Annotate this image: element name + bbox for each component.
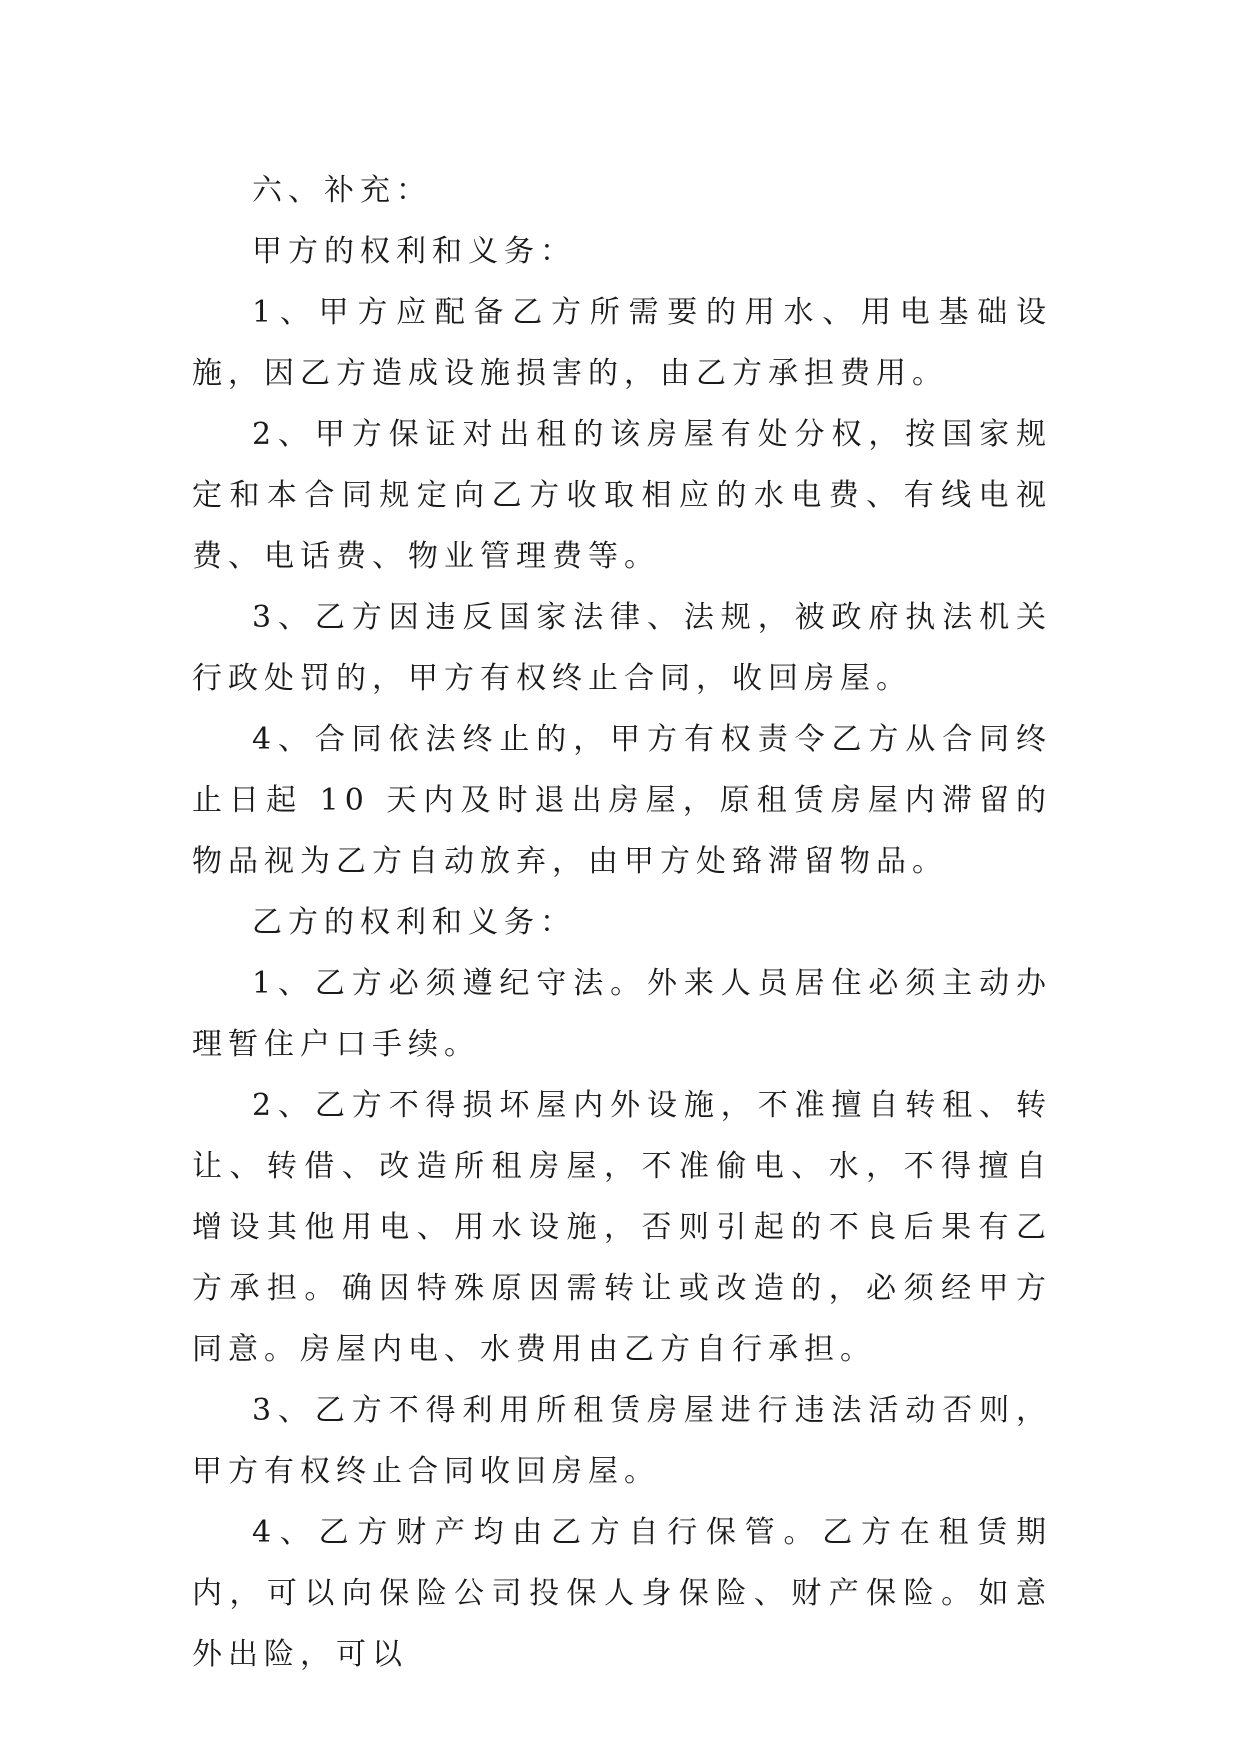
subsection-heading-party-b: 乙方的权利和义务： [252, 905, 576, 940]
clause-b-2: 2、乙方不得损坏屋内外设施，不准擅自转租、转让、转借、改造所租房屋，不准偷电、水，不得擅自增设其他用电、用水设施，否则引起的不良后果有乙方承担。确因特殊原因需转让或改造的，必须经甲方同意。房屋内电、水费用由乙方自行承担。 [192, 1088, 1052, 1367]
clause-b-3: 3、乙方不得利用所租赁房屋进行违法活动否则，甲方有权终止合同收回房屋。 [192, 1393, 1052, 1489]
section-heading-supplement: 六、补充： [252, 173, 432, 208]
clause-b-4: 4、乙方财产均由乙方自行保管。乙方在租赁期内，可以向保险公司投保人身保险、财产保险。如意外出险，可以 [192, 1515, 1052, 1672]
clause-a-2: 2、甲方保证对出租的该房屋有处分权，按国家规定和本合同规定向乙方收取相应的水电费、有线电视费、电话费、物业管理费等。 [192, 417, 1052, 574]
clause-a-4: 4、合同依法终止的，甲方有权责令乙方从合同终止日起 10 天内及时退出房屋，原租赁房屋内滞留的物品视为乙方自动放弃，由甲方处臵滞留物品。 [192, 722, 1052, 879]
document-page [192, 160, 1052, 1685]
clause-b-1: 1、乙方必须遵纪守法。外来人员居住必须主动办理暂住户口手续。 [192, 966, 1052, 1062]
clause-a-1: 1、甲方应配备乙方所需要的用水、用电基础设施，因乙方造成设施损害的，由乙方承担费用。 [192, 295, 1052, 391]
subsection-heading-party-a: 甲方的权利和义务： [252, 234, 576, 269]
clause-a-3: 3、乙方因违反国家法律、法规，被政府执法机关行政处罚的，甲方有权终止合同，收回房屋。 [192, 600, 1052, 696]
